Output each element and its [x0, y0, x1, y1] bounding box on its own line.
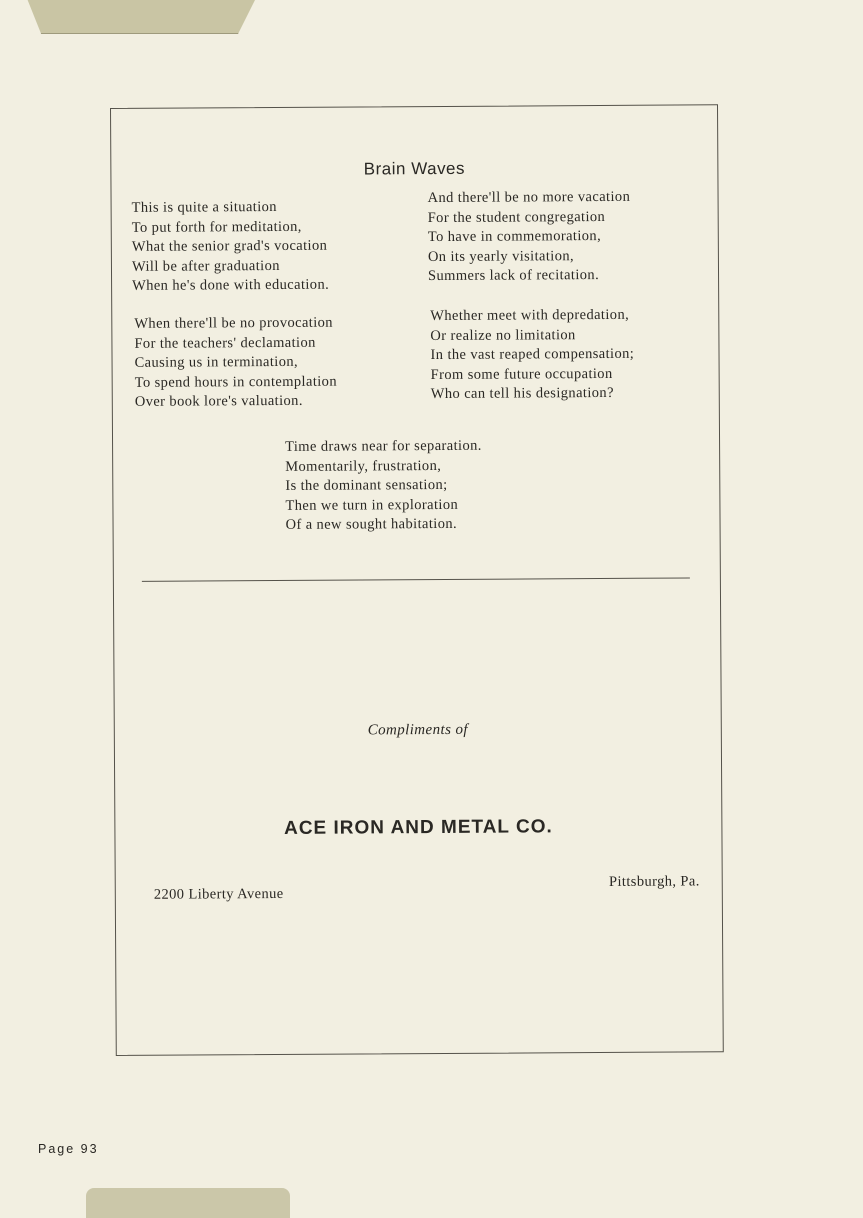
poem-line: Time draws near for separation. [285, 437, 482, 455]
poem-line: When he's done with education. [132, 276, 330, 294]
poem-stanza-4 [430, 306, 634, 405]
poem-line: Or realize no limitation [430, 326, 576, 344]
company-name: ACE IRON AND METAL CO. [284, 816, 553, 839]
section-divider [142, 577, 690, 581]
page-border-frame [110, 104, 724, 1056]
poem-line: To put forth for meditation, [131, 218, 302, 236]
poem-stanza-5 [285, 437, 482, 536]
poem-line: On its yearly visitation, [427, 247, 575, 265]
compliments-text: Compliments of [367, 721, 468, 739]
poem-line: Whether meet with depredation, [430, 306, 630, 325]
poem-line: Is the dominant sensation; [285, 476, 448, 494]
poem-line: When there'll be no provocation [134, 314, 333, 332]
poem-line: Then we turn in exploration [285, 496, 459, 514]
poem-line: What the senior grad's vocation [131, 237, 328, 255]
poem-line: And there'll be no more vacation [427, 188, 631, 207]
poem-line: For the student congregation [427, 208, 606, 226]
poem-line: To spend hours in contemplation [134, 373, 338, 391]
poem-line: From some future occupation [430, 365, 613, 383]
poem-stanza-2 [428, 188, 631, 287]
poem-line: Causing us in termination, [134, 353, 299, 371]
poem-line: Momentarily, frustration, [285, 457, 442, 475]
poem-stanza-3 [134, 314, 337, 413]
company-city: Pittsburgh, Pa. [608, 873, 700, 890]
poem-line: Who can tell his designation? [430, 384, 614, 403]
company-address: 2200 Liberty Avenue [153, 885, 284, 903]
binder-tab-bottom [86, 1188, 290, 1218]
poem-line: This is quite a situation [131, 198, 277, 216]
poem-line: Over book lore's valuation. [134, 392, 303, 410]
poem-stanza-1 [132, 198, 330, 297]
poem-line: In the vast reaped compensation; [430, 345, 635, 364]
poem-title: Brain Waves [363, 158, 466, 179]
poem-line: Will be after graduation [131, 257, 280, 275]
page-number: Page 93 [38, 1142, 99, 1156]
poem-line: Of a new sought habitation. [285, 515, 458, 533]
poem-line: Summers lack of recitation. [427, 267, 600, 285]
poem-line: To have in commemoration, [427, 228, 602, 246]
binder-tab-top [22, 0, 262, 34]
poem-line: For the teachers' declamation [134, 334, 316, 352]
